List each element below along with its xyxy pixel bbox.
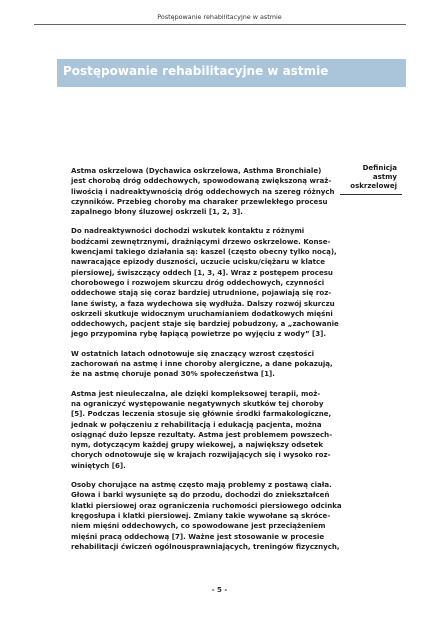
body-text: [60, 166, 342, 561]
text-line: Astma jest nieuleczalna, ale dzięki kompleksowej terapii, moż-: [71, 388, 321, 398]
text-line: nawracające epizody duszności, uczucie ucisku/ciężaru w klatce: [71, 257, 325, 267]
header-rule: [34, 24, 406, 25]
body-paragraph: [60, 348, 333, 380]
text-line: jest chorobą dróg oddechowych, spowodowaną zwiększoną wraż-: [71, 176, 332, 186]
text-line: Głowa i barki wysunięte są do przodu, dochodzi do zniekształceń: [71, 490, 330, 500]
text-line: niem mięśni oddechowych, co spowodowane jest przeciążeniem: [71, 521, 326, 531]
text-line: kręgosłupa i klatki piersiowej. Zmiany takie wywołane są skróce-: [71, 510, 331, 520]
margin-note-line: Definicja: [362, 164, 397, 172]
text-line: bodźcami zewnętrznymi, drażniącymi drzewo oskrzelowe. Konse-: [71, 236, 331, 246]
text-line: oddechowych, pacjent staje się bardziej pobudzony, a „zachowanie: [71, 319, 339, 329]
text-line: Astma oskrzelowa (Dychawica oskrzelowa, Asthma Bronchiale): [71, 166, 322, 175]
text-line: kwencjami takiego działania są: kaszel (często obecny tylko nocą),: [71, 247, 337, 257]
text-line: że na astmę choruje ponad 30% społeczeństwa [1].: [71, 369, 275, 379]
text-line: piersiowej, świszczący oddech [1, 3, 4]. Wraz z postępem procesu: [71, 267, 333, 277]
text-line: jednak w połączeniu z rehabilitacją i edukacją pacjenta, można: [71, 419, 322, 429]
margin-note-line: astmy: [372, 173, 397, 181]
text-line: [5]. Podczas leczenia stosuje się głównie środki farmakologiczne,: [71, 409, 332, 419]
text-line: W ostatnich latach odnotowuje się znaczący wzrost częstości: [71, 348, 315, 358]
text-line: klatki piersiowej oraz ograniczenia ruchomości piersiowego odcinka: [71, 500, 342, 510]
text-line: oskrzeli skutkuje widocznym uruchamianiem dodatkowych mięśni: [71, 308, 333, 318]
text-line: na ograniczyć występowanie negatywnych skutków tej choroby: [71, 398, 324, 408]
text-line: winiętych [6].: [71, 460, 126, 470]
margin-note-line: oskrzelowej: [350, 182, 397, 190]
text-line: mięśni pracą oddechową [7]. Ważne jest stosowanie w procesie: [71, 531, 325, 541]
text-line: rehabilitacji ćwiczeń ogólnousprawniających, treningów fizycznych,: [71, 541, 340, 551]
chapter-title-band: [57, 59, 406, 87]
text-line: nym, dotyczącym każdej grupy wiekowej, a największy odsetek: [71, 440, 324, 450]
text-line: Do nadreaktywności dochodzi wskutek kontaktu z różnymi: [71, 226, 305, 236]
page-number: - 5 -: [211, 586, 228, 594]
text-line: chorych odnotowuje się w krajach rozwijających się i wysoko roz-: [71, 450, 331, 460]
text-line: Osoby chorujące na astmę często mają problemy z postawą ciała.: [71, 480, 332, 490]
body-paragraph: [60, 226, 339, 339]
running-header: Postępowanie rehabilitacyjne w astmie: [157, 13, 282, 21]
text-line: osiągnąć dużo lepsze rezultaty. Astma jest problemem powszech-: [71, 429, 333, 439]
chapter-title: Postępowanie rehabilitacyjne w astmie: [63, 64, 329, 78]
text-line: lane świsty, a faza wydechowa się wydłuża. Dalszy rozwój skurczu: [71, 298, 335, 308]
body-paragraph: [60, 166, 335, 217]
text-line: zachorowań na astmę i inne choroby alergiczne, a dane pokazują,: [71, 359, 333, 369]
text-line: czynników. Przebieg choroby ma charaker przewlekłego procesu: [71, 196, 328, 206]
text-line: liwością i nadreaktywnością dróg oddechowych na szereg różnych: [71, 186, 335, 196]
text-line: jego przypomina rybę łapiącą powietrze po wyjęciu z wody” [3].: [71, 329, 327, 339]
text-line: oddechowe stają się coraz bardziej utrudnione, pojawiają się roz-: [71, 288, 332, 298]
text-line: zapalnego błony śluzowej oskrzeli [1, 2, 3].: [71, 207, 243, 217]
body-paragraph: [60, 388, 333, 471]
text-line: chorobowego i rozwojem skurczu dróg oddechowych, czynności: [71, 277, 325, 287]
margin-note-rule: [340, 194, 402, 195]
body-paragraph: [60, 480, 342, 552]
